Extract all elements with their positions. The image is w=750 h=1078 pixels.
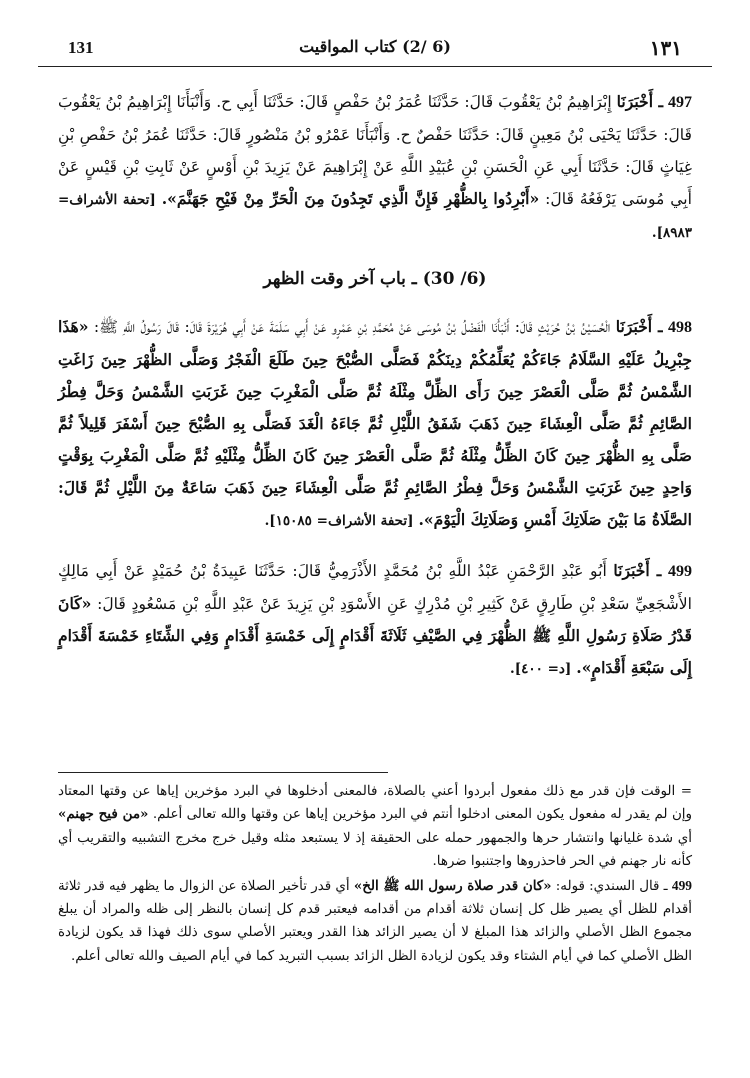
footnote-499 [58,874,692,969]
running-title: (6 /2) كتاب المواقيت [299,37,451,56]
hadith-reference: [د= ٤٠٠]. [510,661,572,677]
hadith-isnad: الْحُسَيْنُ بْنُ حُرَيْثٍ قَالَ: أَنْبَأَنَا الْفَضْلُ بْنُ مُوسَى عَنْ مُحَمَّدِ بْنِ عَمْرٍو عَنْ أَبِي سَلَمَةَ عَنْ أَبِي هُرَيْرَةَ قَالَ: قَالَ رَسُولُ اللَّهِ ﷺ: [93,318,611,336]
hadith-498 [58,311,692,537]
main-text [58,86,692,685]
footnote-text: أي شدة غليانها وانتشار حرها والجمهور حمله على الحقيقة إذ لا يستبعد مثله وقيل خرج مخرج التشبيه والتقريب أي كأنه نار جهنم في الحر فاحذروها واجتنبوا ضرها. [58,830,692,870]
hadith-number: 499 [667,563,692,580]
hadith-isnad: أَبُو عَبْدِ الرَّحْمَنِ عَبْدُ اللَّهِ بْنُ مُحَمَّدٍ الأَذْرَمِيُّ قَالَ: حَدَّثَنَا عَبِيدَةُ بْنُ حُمَيْدٍ عَنْ أَبِي مَالِكٍ الأَشْجَعِيِّ سَعْدِ بْنِ طَارِقٍ عَنْ كَثِيرِ بْنِ مُدْرِكٍ عَنِ الأَسْوَدِ بْنِ يَزِيدَ عَنْ عَبْدِ اللَّهِ بْنِ مَسْعُودٍ قَالَ: [58,562,692,613]
footnote-text: أي قدر تأخير الصلاة عن الزوال ما يظهر فيه قدر ثلاثة أقدام للظل أي يصير ظل كل إنسان ثلاثة أقدام من أقدامه فيعتبر قدم كل إنسان بالنظر إلى ظله والمراد أن يبلغ مجموع الظل الأصلي والزائد هذا المبلغ لا أن يصير الزائد هذا القدر ويعتبر الأصلي سوى ذلك فهذا قد يكون لزيادة الظل الأصلي كما في أيام الشتاء وقد يكون لزيادة الظل الزائد بسبب التبريد كما في أيام الصيف والله تعالى أعلم. [58,878,692,964]
hadith-matn: «كَانَ قَدْرُ صَلَاةِ رَسُولِ اللَّهِ ﷺ الظُّهْرَ فِي الصَّيْفِ ثَلَاثَةَ أَقْدَامٍ إِلَى خَمْسَةِ أَقْدَامٍ وَفِي الشِّتَاءِ خَمْسَةَ أَقْدَامٍ إِلَى سَبْعَةِ أَقْدَامٍ». [58,594,692,677]
page-number-latin: 131 [68,38,94,57]
footnote-marker: = [680,784,692,799]
hadith-matn: «هَذَا جِبْرِيلُ عَلَيْهِ السَّلَامُ جَاءَكُمْ يُعَلِّمُكُمْ دِينَكُمْ فَصَلَّى الصُّبْحَ حِينَ طَلَعَ الْفَجْرُ وَصَلَّى الظُّهْرَ حِينَ زَاغَتِ الشَّمْسُ ثُمَّ صَلَّى الْعَصْرَ حِينَ رَأَى الظِّلَّ مِثْلَهُ ثُمَّ صَلَّى الْمَغْرِبَ حِينَ غَرَبَتِ الشَّمْسُ وَحَلَّ فِطْرُ الصَّائِمِ ثُمَّ صَلَّى الْعِشَاءَ حِينَ ذَهَبَ شَفَقُ اللَّيْلِ ثُمَّ جَاءَهُ الْغَدَ فَصَلَّى بِهِ الصُّبْحَ حِينَ أَسْفَرَ قَلِيلاً ثُمَّ صَلَّى بِهِ الظُّهْرَ حِينَ كَانَ الظِّلُّ مِثْلَهُ ثُمَّ صَلَّى الْعَصْرَ حِينَ كَانَ الظِّلُّ مِثْلَيْهِ ثُمَّ صَلَّى الْمَغْرِبَ بِوَقْتٍ وَاحِدٍ حِينَ غَرَبَتِ الشَّمْسُ وَحَلَّ فِطْرُ الصَّائِمِ ثُمَّ صَلَّى الْعِشَاءَ حِينَ ذَهَبَ سَاعَةٌ مِنَ اللَّيْلِ ثُمَّ قَالَ: الصَّلَاةُ مَا بَيْنَ صَلَاتِكَ أَمْسِ وَصَلَاتِكَ الْيَوْمَ». [58,317,692,529]
hadith-number: 497 [668,94,692,111]
footnote-lead: ـ قال السندي: قوله: [555,878,668,894]
page-header [38,32,712,67]
footnote-divider [58,772,388,773]
hadith-reference: [تحفة الأشراف= ٨٩٨٣]. [58,192,692,241]
chapter-heading: (6/ 30) ـ باب آخر وقت الظهر [263,269,487,289]
hadith-matn: «أَبْرِدُوا بِالظُّهْرِ فَإِنَّ الَّذِي تَجِدُونَ مِنَ الْحَرِّ مِنْ فَيْحِ جَهَنَّمَ». [161,189,540,208]
footnote-bold-quote: «من فيح جهنم» [58,806,149,823]
hadith-isnad: إِبْرَاهِيمُ بْنُ يَعْقُوبَ قَالَ: حَدَّثَنَا عُمَرُ بْنُ حَفْصٍ قَالَ: حَدَّثَنَا أَبِي ح. وَأَنْبَأَنَا إِبْرَاهِيمُ بْنُ يَعْقُوبَ قَالَ: حَدَّثَنَا يَحْيَى بْنُ مَعِينٍ قَالَ: حَدَّثَنَا حَفْصٌ ح. وَأَنْبَأَنَا عَمْرُو بْنُ مَنْصُورٍ قَالَ: حَدَّثَنَا عُمَرُ بْنُ حَفْصِ بْنِ غِيَاثٍ قَالَ: حَدَّثَنَا أَبِي عَنِ الْحَسَنِ بْنِ عُبَيْدِ اللَّهِ عَنْ إِبْرَاهِيمَ عَنْ يَزِيدَ بْنِ أَوْسٍ عَنْ ثَابِتِ بْنِ قَيْسٍ عَنْ أَبِي مُوسَى يَرْفَعُهُ قَالَ: [58,93,692,208]
hadith-reference: [تحفة الأشراف= ١٥٠٨٥]. [264,513,414,529]
hadith-497 [58,86,692,249]
footnote-bold-quote: «كان قدر صلاة رسول الله ﷺ الخ» [353,877,552,894]
spacer [58,537,692,555]
hadith-lead: ـ أَخْبَرَنَا [613,561,662,580]
hadith-499 [58,555,692,685]
hadith-lead: ـ أَخْبَرَنَا [615,317,663,336]
footnotes [58,780,692,968]
hadith-number: 498 [668,319,692,336]
footnote-continued [58,780,692,874]
hadith-lead: ـ أَخْبَرَنَا [616,92,664,111]
footnote-text: الوقت فإن قدر مع ذلك مفعول أبردوا أعني بالصلاة، فالمعنى أدخلوها في البرد مؤخرين إياها عن وقتها المعتاد وإن لم يقدر له مفعول يكون المعنى ادخلوا أنتم في البرد مؤخرين إياها عن وقتها والله تعالى أعلم. [58,784,692,823]
page-number-arabic: ١٣١ [649,36,682,60]
footnote-number: 499 [671,877,692,893]
